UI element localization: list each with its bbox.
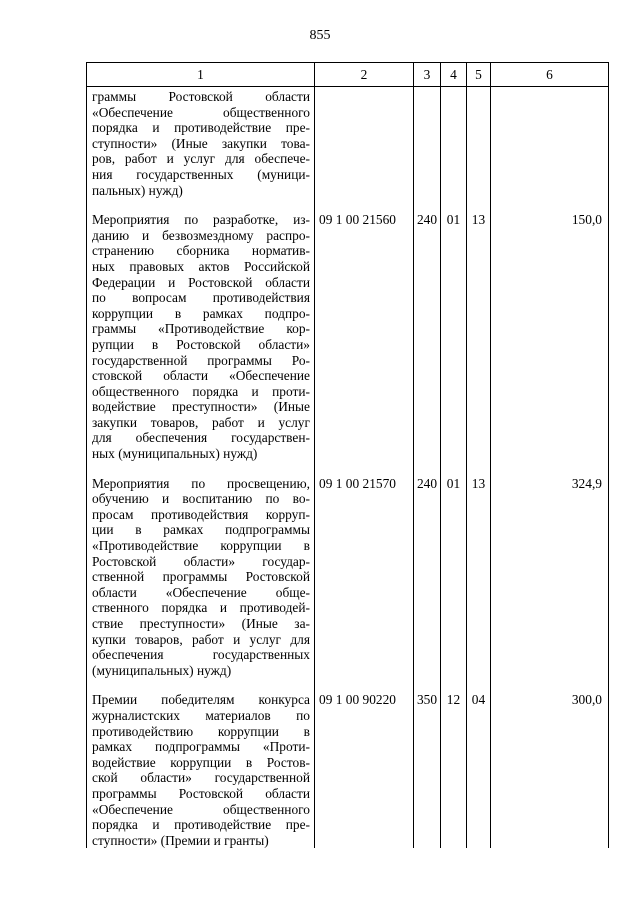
row-col4 [441, 87, 467, 199]
description-line: Федерации и Ростовской области [92, 274, 310, 290]
description-line: ской области» государственной [92, 770, 310, 786]
row-col3 [414, 87, 441, 199]
description-line: ции в рамках подпрограммы [92, 522, 310, 538]
row-col5: 13 [467, 210, 491, 462]
description-line: купки товаров, работ и услуг для [92, 631, 310, 647]
row-description [87, 87, 315, 199]
column-header-1: 1 [87, 63, 315, 87]
description-line: порядка и противодействие пре- [92, 817, 310, 833]
description-line: противодействию коррупции в [92, 723, 310, 739]
page-number: 855 [309, 28, 331, 43]
row-amount: 324,9 [491, 474, 609, 679]
row-col3: 240 [414, 210, 441, 462]
description-line: (муниципальных) нужд) [92, 662, 232, 678]
table-header-row [87, 63, 609, 87]
row-code: 09 1 00 90220 [315, 690, 414, 848]
table-row [87, 87, 609, 199]
description-line: порядка и противодействие пре- [92, 120, 310, 136]
description-line: для обеспечения государствен- [92, 430, 310, 446]
description-line: общественного порядка и проти- [92, 383, 310, 399]
row-code: 09 1 00 21560 [315, 210, 414, 462]
table-row [87, 690, 609, 848]
description-line: ния государственных (муници- [92, 166, 310, 182]
description-line: «Обеспечение общественного [92, 104, 310, 120]
row-code [315, 87, 414, 199]
row-col3: 240 [414, 474, 441, 679]
description-line: государственной программы Ро- [92, 352, 310, 368]
row-amount: 150,0 [491, 210, 609, 462]
row-description [87, 474, 315, 679]
description-line: «Обеспечение общественного [92, 801, 310, 817]
description-line: граммы Ростовской области [92, 89, 310, 104]
row-description [87, 690, 315, 848]
description-line: обеспечения государственных [92, 647, 310, 663]
column-header-5: 5 [467, 63, 491, 87]
description-line: ственного порядка и противодей- [92, 600, 310, 616]
row-description [87, 210, 315, 462]
column-header-6: 6 [491, 63, 609, 87]
table-row [87, 474, 609, 679]
description-line: ров, работ и услуг для обеспече- [92, 151, 310, 167]
description-line: Мероприятия по просвещению, [92, 475, 310, 491]
description-line: закупки товаров, работ и услуг [92, 414, 310, 430]
description-line: стовской области «Обеспечение [92, 368, 310, 384]
description-line: просам противодействия корруп- [92, 506, 310, 522]
row-col5: 04 [467, 690, 491, 848]
description-line: по вопросам противодействия [92, 290, 310, 306]
description-line: Мероприятия по разработке, из- [92, 212, 310, 228]
description-line: водействие коррупции в Ростов- [92, 754, 310, 770]
description-line: Премии победителям конкурса [92, 692, 310, 708]
row-col4: 01 [441, 210, 467, 462]
description-line: ствие преступности» (Иные за- [92, 616, 310, 631]
row-code: 09 1 00 21570 [315, 474, 414, 679]
description-line: рамках подпрограммы «Проти- [92, 739, 310, 755]
row-col4: 01 [441, 474, 467, 679]
row-col4: 12 [441, 690, 467, 848]
table-row [87, 210, 609, 462]
description-line: ственной программы Ростовской [92, 569, 310, 585]
description-line: ных правовых актов Российской [92, 258, 310, 274]
description-line: данию и безвозмездному распро- [92, 227, 310, 243]
description-line: обучению и воспитанию по во- [92, 491, 310, 507]
description-line: ступности» (Премии и гранты) [92, 832, 269, 848]
description-line: Ростовской области» государ- [92, 553, 310, 569]
description-line: программы Ростовской области [92, 785, 310, 801]
description-line: «Противодействие коррупции в [92, 538, 310, 554]
description-line: странению сборника норматив- [92, 243, 310, 259]
column-header-2: 2 [315, 63, 414, 87]
description-line: водействие преступности» (Иные [92, 399, 310, 415]
row-col3: 350 [414, 690, 441, 848]
description-line: коррупции в рамках подпро- [92, 305, 310, 321]
description-line: области «Обеспечение обще- [92, 584, 310, 600]
column-header-3: 3 [414, 63, 441, 87]
description-line: ступности» (Иные закупки това- [92, 135, 310, 151]
description-line: пальных) нужд) [92, 182, 183, 198]
description-line: журналистских материалов по [92, 707, 310, 723]
description-line: ных (муниципальных) нужд) [92, 446, 258, 462]
description-line: рупции в Ростовской области» [92, 336, 310, 352]
row-col5: 13 [467, 474, 491, 679]
column-header-4: 4 [441, 63, 467, 87]
row-amount [491, 87, 609, 199]
budget-table [86, 62, 609, 848]
row-amount: 300,0 [491, 690, 609, 848]
description-line: граммы «Противодействие кор- [92, 321, 310, 337]
row-col5 [467, 87, 491, 199]
